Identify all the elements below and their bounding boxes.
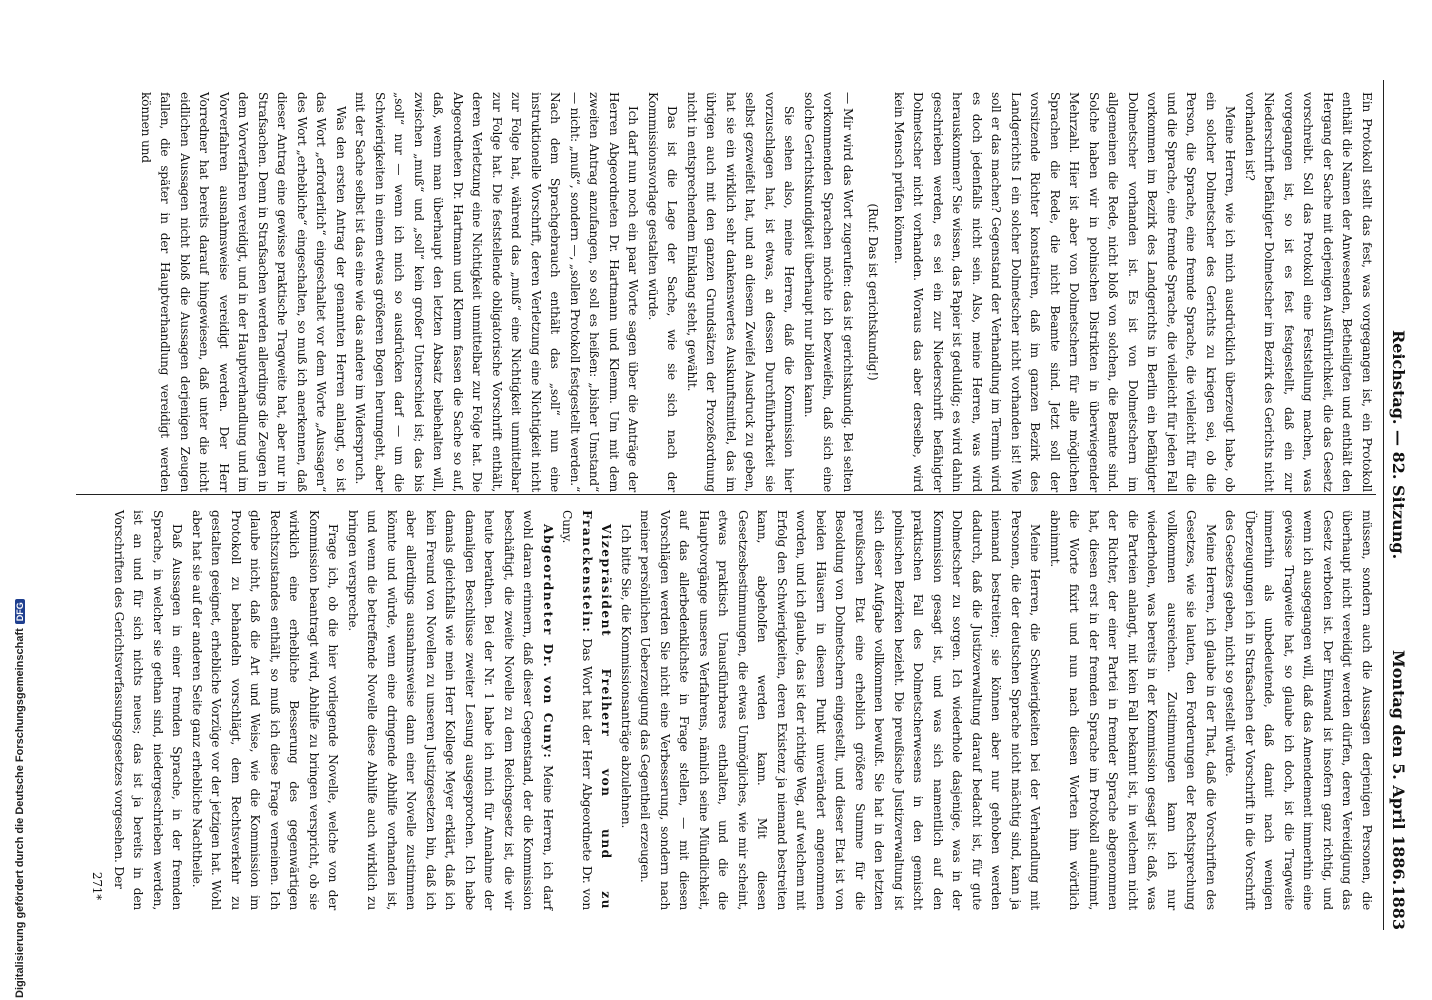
paragraph: Meine Herren, die Schwierigkeiten bei der Verhandlung mit Personen, die der deutschen Sprache nicht mächtig sind, kann ja niemand bestreiten; sie können aber nur gehoben werden dadurch, daß die Justizverwaltung darauf bedacht ist, für gute Dolmetscher zu sorgen. Ich wiederhole dasjenige, was in der Kommission gesagt ist, und was sich namentlich auf den praktischen Fall des Dolmetscherwesens in den gemischt polnischen Bezirken bezieht. Die preußische Justizverwaltung ist sich dieser Aufgabe vollkommen bewußt. Sie hat in den letzten preußischen Etat eine erheblich größere Summe für die Besoldung von Dolmetschern eingestellt, und dieser Etat ist von beiden Häusern in diesem Punkt unverändert angenommen worden, und ich glaube, das ist der richtige Weg, auf welchem mit Erfolg den Schwierigkeiten, deren Existenz ja niemand bestreiten kann, abgeholfen werden kann. Mit diesen Gesetzesbestimmungen, die etwas Unmögliches, wie mir scheint, etwas praktisch Unausführbares enthalten, und die die Hauptvorgänge unseres Verfahrens, nämlich seine Mündlichkeit, auf das allerbedenklichste in Frage stellen, — mit diesen Vorschlägen werden Sie nicht eine Verbesserung, sondern nach meiner persönlichen Ueberzeugung das Gegentheil erzeugen. — [638, 510, 1043, 910]
speaker-name: Vizepräsident Freiherr von und zu Franckenstein: — [580, 510, 614, 910]
right-column — [87, 510, 1376, 910]
running-head — [1386, 90, 1408, 930]
paragraph: Meine Herren, wie ich mich ausdrücklich überzeugt habe, ob ein solcher Dolmetscher des Gerichts zu kriegen sei, ob die Person, die Sprache, eine fremde Sprache, die vielleicht für die und die Sprache, eine fremde Sprache, die vielleicht für jeden Fall vorkommen im Bezirk des Landgerichts in Berlin ein befähigter Dolmetscher vorhanden ist. Es ist von Dolmetschern im allgemeinen die Rede, nicht bloß von solchen, die Beamte sind. Solche haben wir in polnischen Distrikten in überwiegender Mehrzahl. Hier ist aber von Dolmetschern für alle möglichen Sprachen die Rede, die nicht Beamte sind. Jetzt soll der vorsitzende Richter konstatiren, daß im ganzen Bezirk des Landgerichts I ein solcher Dolmetscher nicht vorhanden ist! Wie soll er das machen? Gegenstand der Verhandlung im Termin wird es doch jedenfalls nicht sein. Also, meine Herren, was wird herauskommen? Sie wissen, das Papier ist geduldig; es wird dahin geschrieben werden, es sei ein zur Niederschrift befähigter Dolmetscher nicht vorhanden. Woraus das aber derselbe, wird kein Mensch prüfen können. — [892, 92, 1238, 492]
paragraph: Ich darf nun noch ein paar Worte sagen über die Anträge der Herren Abgeordneten Dr. Hartmann und Klemm. Um mit dem zweiten Antrag anzufangen, so soll es heißen: „bisher Umstand“ — nicht: „muß“, sondern —, „sollen Protokoll festgestellt werden.“ Nach dem Sprachgebrauch enthält das „soll“ nun eine instruktionelle Vorschrift, deren Verletzung eine Nichtigkeit nicht zur Folge hat, während das „muß“ eine Nichtigkeit unmittelbar zur Folge hat. Die feststellende obligatorische Vorschrift enthält, deren Verletzung eine Nichtigkeit unmittelbar zur Folge hat. Die Abgeordneten Dr. Hartmann und Klemm fassen die Sache so auf, daß, wenn man überhaupt den letzten Absatz beibehalten will, zwischen „muß“ und „soll“ kein großer Unterschied ist; das bis „soll“ nur — wenn ich mich so ausdrücken darf — um die Schwierigkeiten in einem etwas größeren Bogen herumgeht, aber mit der Sache selbst ist das eine wie das andere im Widerspruch. — [353, 92, 641, 492]
paragraph — [343, 510, 558, 910]
footer-credit — [14, 599, 26, 998]
paragraph: Frage ich, ob die hier vorliegende Novelle, welche von der Kommission beantragt wird, Abhilfe zu bringen verspricht, ob sie wirklich eine erhebliche Besserung des gegenwärtigen Rechtszustandes enthält, so muß ich diese Frage verneinen. Ich glaube nicht, daß die Art und Weise, wie die Kommission im Protokoll zu behandeln vorschlägt, dem Rechtsverkehr zu gestalten geeignet, erhebliche Vorzüge vor der jetzigen hat. Wohl aber hat sie auf der anderen Seite ganz erhebliche Nachtheile. — [190, 510, 341, 910]
paragraph-text: Meine Herren, ich darf wohl daran erinnern, daß dieser Gegenstand, der die Kommission beschäftigt, die zweite Novelle zu dem Reichsgesetz ist, die wir heute berathen. Bei der Nr. 1 habe ich mich für Annahme der damaligen Beschlüsse zweiter Lesung ausgesprochen. Ich habe damals gleichfalls wie mein Herr Kollege Meyer erklärt, daß ich kein Freund von Novellen zu unseren Justizgesetzen bin, daß ich aber allerdings ausnahmsweise dann einer Novelle zustimmen könnte und würde, wenn eine dringende Abhilfe vorhanden ist, und wenn die betreffende Novelle diese Abhilfe auch wirklich zu bringen verspreche. — [346, 510, 555, 910]
footer — [0, 0, 26, 1000]
paragraph: Was den ersten Antrag der genannten Herren anlangt, so ist das Wort „erforderlich“ eingeschaltet vor dem Worte „Aussagen“ des Wort „erhebliche“ eingeschalten, so muß ich anerkennen, daß dieser Antrag eine gewisse praktische Tragweite hat, aber nur in Strafsachen. Denn in Strafsachen werden allerdings die Zeugen in dem Vorverfahren vereidigt, und in der Hauptverhandlung und im Vorverfahren ausnahmsweise vereidigt werden. Der Herr Vorredner hat bereits darauf hingewiesen, daß unter die nicht eidlichen Aussagen nicht bloß die Aussagen derjenigen Zeugen fallen, die später in der Hauptverhandlung vereidigt werden können und — [139, 92, 348, 492]
speaker-name: Abgeordneter Dr. von Cuny: — [541, 524, 555, 760]
dfg-logo-icon: DFG — [15, 599, 25, 624]
paragraph: Ein Protokoll stellt das fest, was vorgegangen ist, ein Protokoll enthält die Namen der Anwesenden, Betheiligten und enthält den Hergang der Sache mit derjenigen Ausführlichkeit, die das Gesetz vorschreibt. Soll das Protokoll eine Feststellung machen, was vorgegangen ist, so ist es fest festgestellt, daß ein zur Niederschrift befähigter Dolmetscher im Bezirk des Gerichts nicht vorhanden ist? — [1243, 92, 1374, 492]
paragraph: (Ruf: Das ist gerichtskundig!) — [866, 203, 881, 381]
paragraph: Ich bitte Sie, die Kommissionsanträge abzulehnen. — [619, 524, 633, 829]
paragraph-text: Das Wort hat der Herr Abgeordnete Dr. von Cuny. — [560, 510, 594, 910]
header-rule — [1383, 80, 1384, 930]
header-right: Montag den 5. April 1886. — [1389, 650, 1408, 886]
page-number: 1883 — [1389, 885, 1408, 930]
paragraph: Sie sehen also, meine Herren, daß die Kommission hier vorzuschlagen hat, ist etwas, an dessen Durchführbarkeit sie selbst gezweifelt hat, und an diesem Zweifel Ausdruck zu geben, hat sie ein wirklich sehr dankenswertes Auskunftsmittel, das im übrigen auch mit den ganzen Grundsätzen der Prozeßordnung nicht in entsprechendem Einklang steht, gewählt. — [685, 92, 797, 492]
signature-mark: 271* — [90, 871, 105, 900]
paragraph: Meine Herren, ich glaube in der That, daß die Vorschriften des Gesetzes, wie sie lauten, den Forderungen der Rechtsprechung vollkommen ausreichen. Zustimmungen kann ich nur wiederholen, was bereits in der Kommission gesagt ist: daß, was die Parteien anlangt, mit kein Fall bekannt ist, in welchem nicht der Richter, der einer Partei in fremder Sprache abgenommen hat, diesen erst in der fremden Sprache im Protokoll aufnimmt, die Worte fixirt und nun nach diesen Worten ihm wörtlich abnimmt. — [1048, 510, 1218, 910]
footer-credit-text: Digitalisierung gefördert durch die Deutsche Forschungsgemeinschaft — [14, 628, 26, 998]
paragraph: Das ist die Lage der Sache, wie sie sich nach der Kommissionsvorlage gestalten würde. — [646, 92, 680, 492]
header-left: Reichstag. — 82. Sitzung. — [1389, 330, 1408, 560]
paragraph: — Mir wird das Wort zugerufen: das ist gerichtskundig. Bei selten vorkommenden Sprachen möchte ich bezweifeln, daß sich eine solche Gerichtskundigkeit überhaupt nur bilden kann. — [802, 92, 855, 492]
paragraph — [557, 510, 616, 910]
paragraph: Daß Aussagen in einer fremden Sprache, in der fremden Sprache, in welcher sie gethan sind, niedergeschrieben werden, ist an und für sich nichts neues; das ist ja bereits in den Vorschriften des Gerichtsverfassungsgesetzes vorgesehen. Der — [112, 510, 185, 910]
left-column — [136, 92, 1377, 492]
column-divider — [76, 494, 1376, 495]
paragraph: müssen, sondern auch die Aussagen derjenigen Personen, die überhaupt nicht vereidigt werden dürfen, deren Vereidigung das Gesetz verboten ist. Der Einwand ist insofern ganz richtig, und wenn ich ausgegangen will, daß das Amendement immerhin eine gewisse Tragweite hat, so glaube ich doch, ist die Tragweite immerhin als unbedeutende, daß damit nach wenigen Überzeugungen ich in Strafsachen der Vorschrift in die Vorschrift des Gesetzes geben, nicht so gestellt würde. — [1223, 510, 1374, 910]
